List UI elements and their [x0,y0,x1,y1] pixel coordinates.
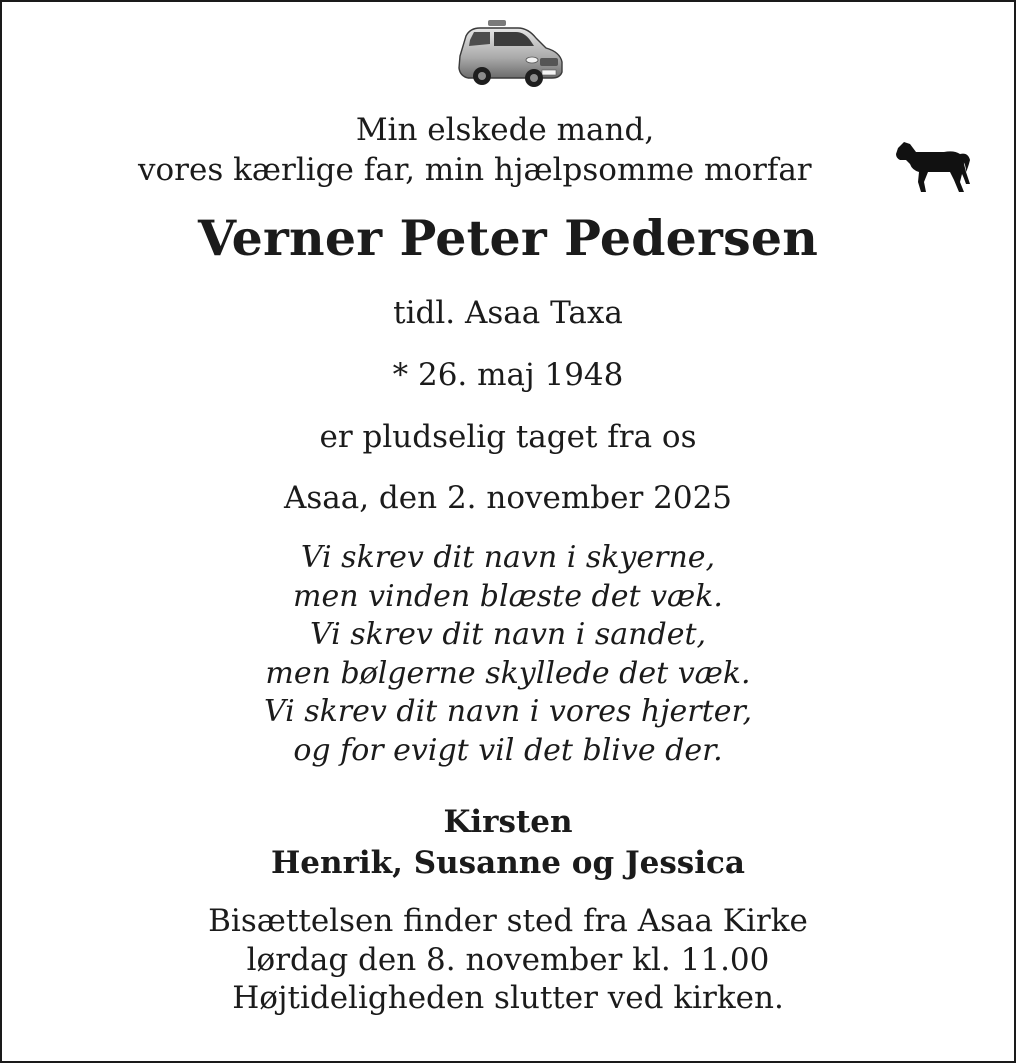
birth-date: * 26. maj 1948 [392,357,624,393]
poem-line: men bølgerne skyllede det væk. [265,655,751,691]
intro-line-2: vores kærlige far, min hjælpsomme morfar [138,152,812,188]
intro-line-1: Min elskede mand, [355,112,655,148]
poem-line: og for evigt vil det blive der. [293,732,723,768]
passing-statement: er pludselig taget fra os [319,419,697,455]
poem-line: Vi skrev dit navn i sandet, [309,617,707,653]
family-line: Henrik, Susanne og Jessica [271,845,745,881]
funeral-details [2,902,1014,1018]
poem-line: Vi skrev dit navn i skyerne, [300,540,716,575]
deceased-name: Verner Peter Pedersen [197,209,819,267]
taxi-car-icon [454,18,566,88]
family-signatures [2,802,1014,884]
funeral-line: Bisættelsen finder sted fra Asaa Kirke [208,903,808,939]
memorial-poem [2,539,1014,771]
poem-line: men vinden blæste det væk. [293,578,723,614]
poem-line: Vi skrev dit navn i vores hjerter, [263,694,753,730]
place-and-date: Asaa, den 2. november 2025 [283,480,733,516]
funeral-line: lørdag den 8. november kl. 11.00 [246,941,770,978]
family-line: Kirsten [443,804,573,840]
funeral-line: Højtideligheden slutter ved kirken. [232,980,784,1016]
occupation: tidl. Asaa Taxa [393,295,623,331]
